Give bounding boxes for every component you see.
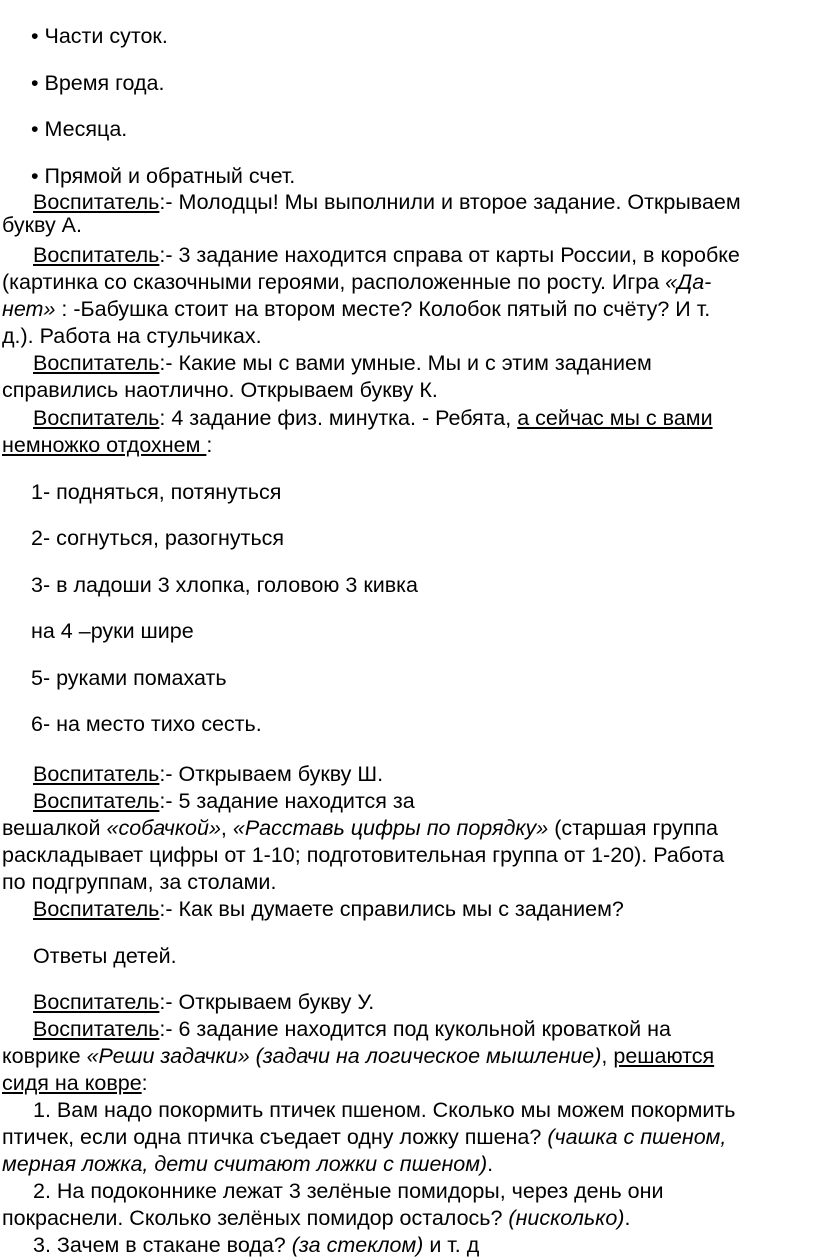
text-segment: :- Открываем букву Ш. xyxy=(159,762,384,786)
text-segment: 2- согнуться, разогнуться xyxy=(31,526,285,550)
text-segment: • Месяца. xyxy=(31,117,128,141)
text-line xyxy=(31,711,262,737)
underlined-text: Воспитатель xyxy=(33,789,160,813)
text-segment: • Прямой и обратный счет. xyxy=(31,164,296,188)
text-line xyxy=(33,1016,671,1042)
text-line xyxy=(33,761,383,787)
text-line xyxy=(31,525,284,551)
italic-text: (чашка с пшеном, xyxy=(547,1125,727,1149)
text-segment: , xyxy=(220,816,233,840)
text-line xyxy=(31,618,194,644)
text-segment: раскладывает цифры от 1-10; подготовительная группа от 1-20). Работа xyxy=(2,843,725,867)
text-line xyxy=(31,23,168,49)
text-line xyxy=(2,1070,148,1096)
underlined-text: а сейчас мы с вами xyxy=(517,406,713,430)
text-line xyxy=(2,815,718,841)
text-line xyxy=(31,70,164,96)
text-line xyxy=(2,269,711,295)
text-segment: справились наотлично. Открываем букву К. xyxy=(2,378,438,402)
text-segment: 5- руками помахать xyxy=(31,666,227,690)
text-line xyxy=(2,212,82,238)
text-segment: :- Как вы думаете справились мы с заданием? xyxy=(159,897,624,921)
underlined-text: Воспитатель xyxy=(33,990,160,1014)
underlined-text: Воспитатель xyxy=(33,762,160,786)
text-segment: • Время года. xyxy=(31,71,165,95)
text-segment: : xyxy=(141,1071,148,1095)
italic-text: (нисколько) xyxy=(508,1206,625,1230)
text-segment: д.). Работа на стульчиках. xyxy=(2,324,262,348)
underlined-text: Воспитатель xyxy=(33,351,160,375)
text-segment: :- 3 задание находится справа от карты России, в коробке xyxy=(159,243,740,267)
text-segment: : xyxy=(206,433,213,457)
text-line xyxy=(31,479,281,505)
text-line xyxy=(2,842,724,868)
text-segment: :- Открываем букву У. xyxy=(159,990,375,1014)
text-segment: : 4 задание физ. минутка. - Ребята, xyxy=(159,406,518,430)
text-segment: 2. На подоконнике лежат 3 зелёные помидоры, через день они xyxy=(33,1179,664,1203)
text-line xyxy=(33,1232,479,1258)
text-segment: :- 5 задание находится за xyxy=(159,789,415,813)
text-line xyxy=(2,1151,493,1177)
text-line xyxy=(2,1043,714,1069)
underlined-text: Воспитатель xyxy=(33,243,160,267)
underlined-text: Воспитатель xyxy=(33,406,160,430)
italic-text: «Да- xyxy=(665,270,712,294)
text-segment: птичек, если одна птичка съедает одну ложку пшена? xyxy=(2,1125,548,1149)
text-segment: 3- в ладоши 3 хлопка, головою 3 кивка xyxy=(31,573,419,597)
text-line xyxy=(33,989,374,1015)
text-line xyxy=(31,665,227,691)
text-line xyxy=(2,296,710,322)
text-segment: (картинка со сказочными героями, расположенные по росту. Игра xyxy=(2,270,666,294)
text-segment: покраснели. Сколько зелёных помидор осталось? xyxy=(2,1206,509,1230)
text-line xyxy=(33,350,652,376)
text-segment: • Части суток. xyxy=(31,24,168,48)
underlined-text: сидя на ковре xyxy=(2,1071,142,1095)
text-line xyxy=(31,163,295,189)
text-line xyxy=(33,1178,664,1204)
text-segment: . xyxy=(487,1152,494,1176)
text-line xyxy=(2,869,276,895)
text-line xyxy=(2,432,212,458)
italic-text: мерная ложка, дети считают ложки с пшеном) xyxy=(2,1152,488,1176)
text-line xyxy=(33,1097,735,1123)
text-line xyxy=(2,377,438,403)
text-segment: 6- на место тихо сесть. xyxy=(31,712,262,736)
text-segment: :- Молодцы! Мы выполнили и второе задание. Открываем xyxy=(159,190,741,214)
text-segment: на 4 –руки шире xyxy=(31,619,194,643)
text-line xyxy=(33,943,177,969)
underlined-text: Воспитатель xyxy=(33,190,160,214)
text-segment: по подгруппам, за столами. xyxy=(2,870,277,894)
underlined-text: Воспитатель xyxy=(33,897,160,921)
text-line xyxy=(33,405,713,431)
text-segment: 1- подняться, потянуться xyxy=(31,480,282,504)
text-segment: : -Бабушка стоит на втором месте? Колобок пятый по счёту? И т. xyxy=(55,297,711,321)
italic-text: (за стеклом) xyxy=(291,1233,424,1257)
text-segment: и т. д xyxy=(423,1233,480,1257)
text-line xyxy=(31,116,127,142)
text-line xyxy=(33,788,415,814)
italic-text: «Расставь цифры по порядку» xyxy=(232,816,549,840)
text-line xyxy=(2,1205,630,1231)
italic-text: «Реши задачки» (задачи на логическое мышление) xyxy=(86,1044,602,1068)
text-segment: коврике xyxy=(2,1044,87,1068)
text-line xyxy=(33,896,624,922)
text-line xyxy=(31,572,418,598)
italic-text: «собачкой» xyxy=(106,816,221,840)
text-segment: вешалкой xyxy=(2,816,107,840)
underlined-text: решаются xyxy=(613,1044,715,1068)
text-segment: Ответы детей. xyxy=(33,944,177,968)
text-line xyxy=(2,323,262,349)
italic-text: нет» xyxy=(2,297,56,321)
text-segment: , xyxy=(601,1044,614,1068)
text-segment: 1. Вам надо покормить птичек пшеном. Сколько мы можем покормить xyxy=(33,1098,736,1122)
text-segment: :- Какие мы с вами умные. Мы и с этим заданием xyxy=(159,351,652,375)
text-segment: . xyxy=(624,1206,631,1230)
underlined-text: немножко отдохнем xyxy=(2,433,207,457)
text-segment: 3. Зачем в стакане вода? xyxy=(33,1233,292,1257)
text-segment: букву А. xyxy=(2,213,82,237)
text-segment: :- 6 задание находится под кукольной кроваткой на xyxy=(159,1017,671,1041)
text-segment: (старшая группа xyxy=(548,816,718,840)
text-line xyxy=(2,1124,726,1150)
underlined-text: Воспитатель xyxy=(33,1017,160,1041)
text-line xyxy=(33,189,741,215)
text-line xyxy=(33,242,740,268)
